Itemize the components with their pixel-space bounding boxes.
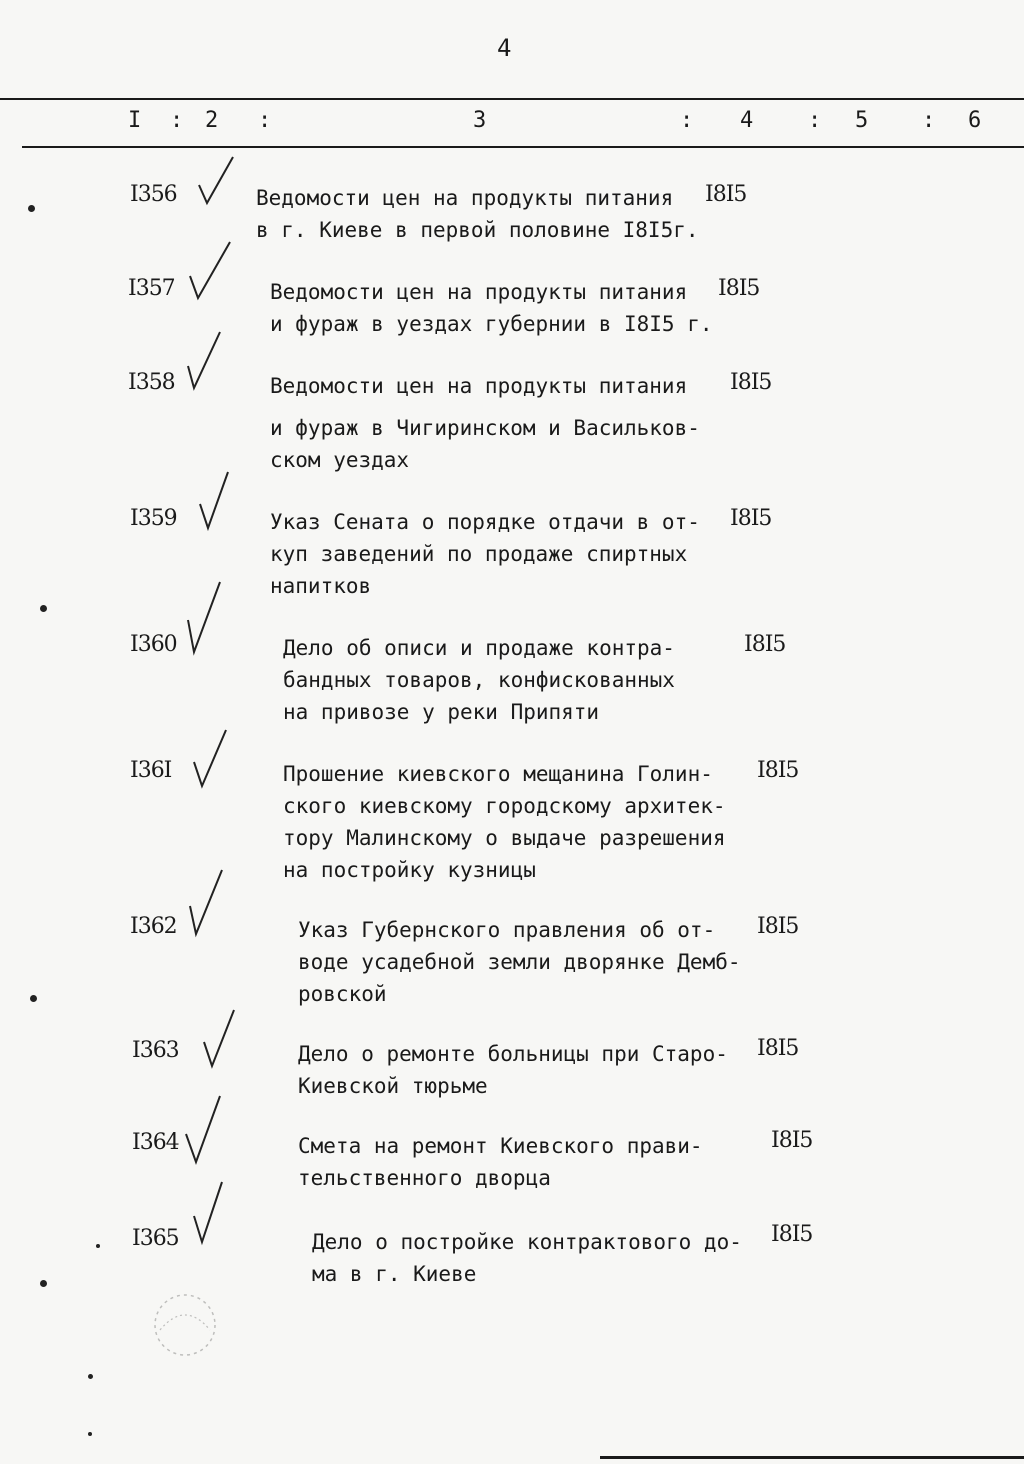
entry-description-line: тору Малинскому о выдаче разрешения <box>283 826 726 850</box>
entry-description-line: ровской <box>298 982 387 1006</box>
entry-description-line: и фураж в Чигиринском и Васильков- <box>270 416 700 440</box>
column-separator: : <box>922 108 936 133</box>
entry-year: I8I5 <box>771 1222 813 1247</box>
scan-smudge <box>88 1432 92 1436</box>
entry-number: I362 <box>130 914 177 939</box>
entry-description-line: тельственного дворца <box>298 1166 551 1190</box>
scan-smudge <box>96 1244 100 1248</box>
column-6-label: 6 <box>968 108 982 133</box>
entry-year: I8I5 <box>744 632 786 657</box>
checkmark-icon <box>190 1180 226 1246</box>
entry-description-line: куп заведений по продаже спиртных <box>270 542 688 566</box>
entry-number: I364 <box>132 1130 179 1155</box>
scan-smudge <box>30 995 37 1002</box>
column-separator: : <box>808 108 822 133</box>
scan-smudge <box>40 1280 47 1287</box>
checkmark-icon <box>182 1094 224 1166</box>
column-separator: : <box>258 108 272 133</box>
entry-number: I359 <box>130 506 177 531</box>
entry-number: I360 <box>130 632 177 657</box>
column-2-label: 2 <box>205 108 219 133</box>
entry-description-line: Киевской тюрьме <box>298 1074 488 1098</box>
entry-description-line: ского киевскому городскому архитек- <box>283 794 726 818</box>
scan-smudge <box>28 205 35 212</box>
column-separator: : <box>170 108 184 133</box>
column-5-label: 5 <box>855 108 869 133</box>
entry-description-line: Ведомости цен на продукты питания <box>270 280 688 304</box>
entry-year: I8I5 <box>705 182 747 207</box>
entry-description-line: Ведомости цен на продукты питания <box>256 186 674 210</box>
checkmark-icon <box>200 1008 238 1070</box>
entry-number: I356 <box>130 182 177 207</box>
entry-description-line: Дело о постройке контрактового до- <box>312 1230 742 1254</box>
entry-description-line: на постройку кузницы <box>283 858 536 882</box>
checkmark-icon <box>186 240 234 302</box>
page-number: 4 <box>497 34 512 62</box>
checkmark-icon <box>184 330 224 392</box>
entry-description-line: ма в г. Киеве <box>312 1262 477 1286</box>
header-bottom-rule <box>22 146 1024 148</box>
entry-description-line: воде усадебной земли дворянке Демб- <box>298 950 741 974</box>
checkmark-icon <box>196 470 232 532</box>
entry-description-line: Указ Губернского правления об от- <box>298 918 716 942</box>
entry-description-line: бандных товаров, конфискованных <box>283 668 675 692</box>
column-1-label: I <box>128 108 142 133</box>
entry-description-line: Указ Сената о порядке отдачи в от- <box>270 510 700 534</box>
entry-description-line: Ведомости цен на продукты питания <box>270 374 688 398</box>
checkmark-icon <box>190 728 230 790</box>
entry-year: I8I5 <box>771 1128 813 1153</box>
entry-year: I8I5 <box>757 914 799 939</box>
column-3-label: 3 <box>473 108 487 133</box>
entry-description-line: напитков <box>270 574 372 598</box>
entry-year: I8I5 <box>757 1036 799 1061</box>
entry-description-line: Дело о ремонте больницы при Старо- <box>298 1042 728 1066</box>
entry-description-line: и фураж в уездах губернии в I8I5 г. <box>270 312 713 336</box>
checkmark-icon <box>195 155 237 207</box>
faded-stamp-icon <box>130 1280 240 1390</box>
checkmark-icon <box>184 580 224 656</box>
scan-smudge <box>40 605 47 612</box>
entry-year: I8I5 <box>757 758 799 783</box>
entry-description-line: Смета на ремонт Киевского прави- <box>298 1134 703 1158</box>
checkmark-icon <box>186 868 226 938</box>
entry-description-line: Дело об описи и продаже контра- <box>283 636 675 660</box>
entry-description-line: Прошение киевского мещанина Голин- <box>283 762 713 786</box>
entry-description-line: на привозе у реки Припяти <box>283 700 600 724</box>
entry-number: I358 <box>128 370 175 395</box>
entry-number: I357 <box>128 276 175 301</box>
entry-year: I8I5 <box>718 276 760 301</box>
scan-smudge <box>88 1374 93 1379</box>
bottom-edge-rule <box>600 1456 1024 1459</box>
column-4-label: 4 <box>740 108 754 133</box>
entry-description-line: ском уездах <box>270 448 410 472</box>
entry-year: I8I5 <box>730 506 772 531</box>
header-top-rule <box>0 98 1024 100</box>
column-separator: : <box>680 108 694 133</box>
entry-number: I363 <box>132 1038 179 1063</box>
entry-number: I36I <box>130 758 172 783</box>
entry-year: I8I5 <box>730 370 772 395</box>
entry-number: I365 <box>132 1226 179 1251</box>
entry-description-line: в г. Киеве в первой половине I8I5г. <box>256 218 699 242</box>
